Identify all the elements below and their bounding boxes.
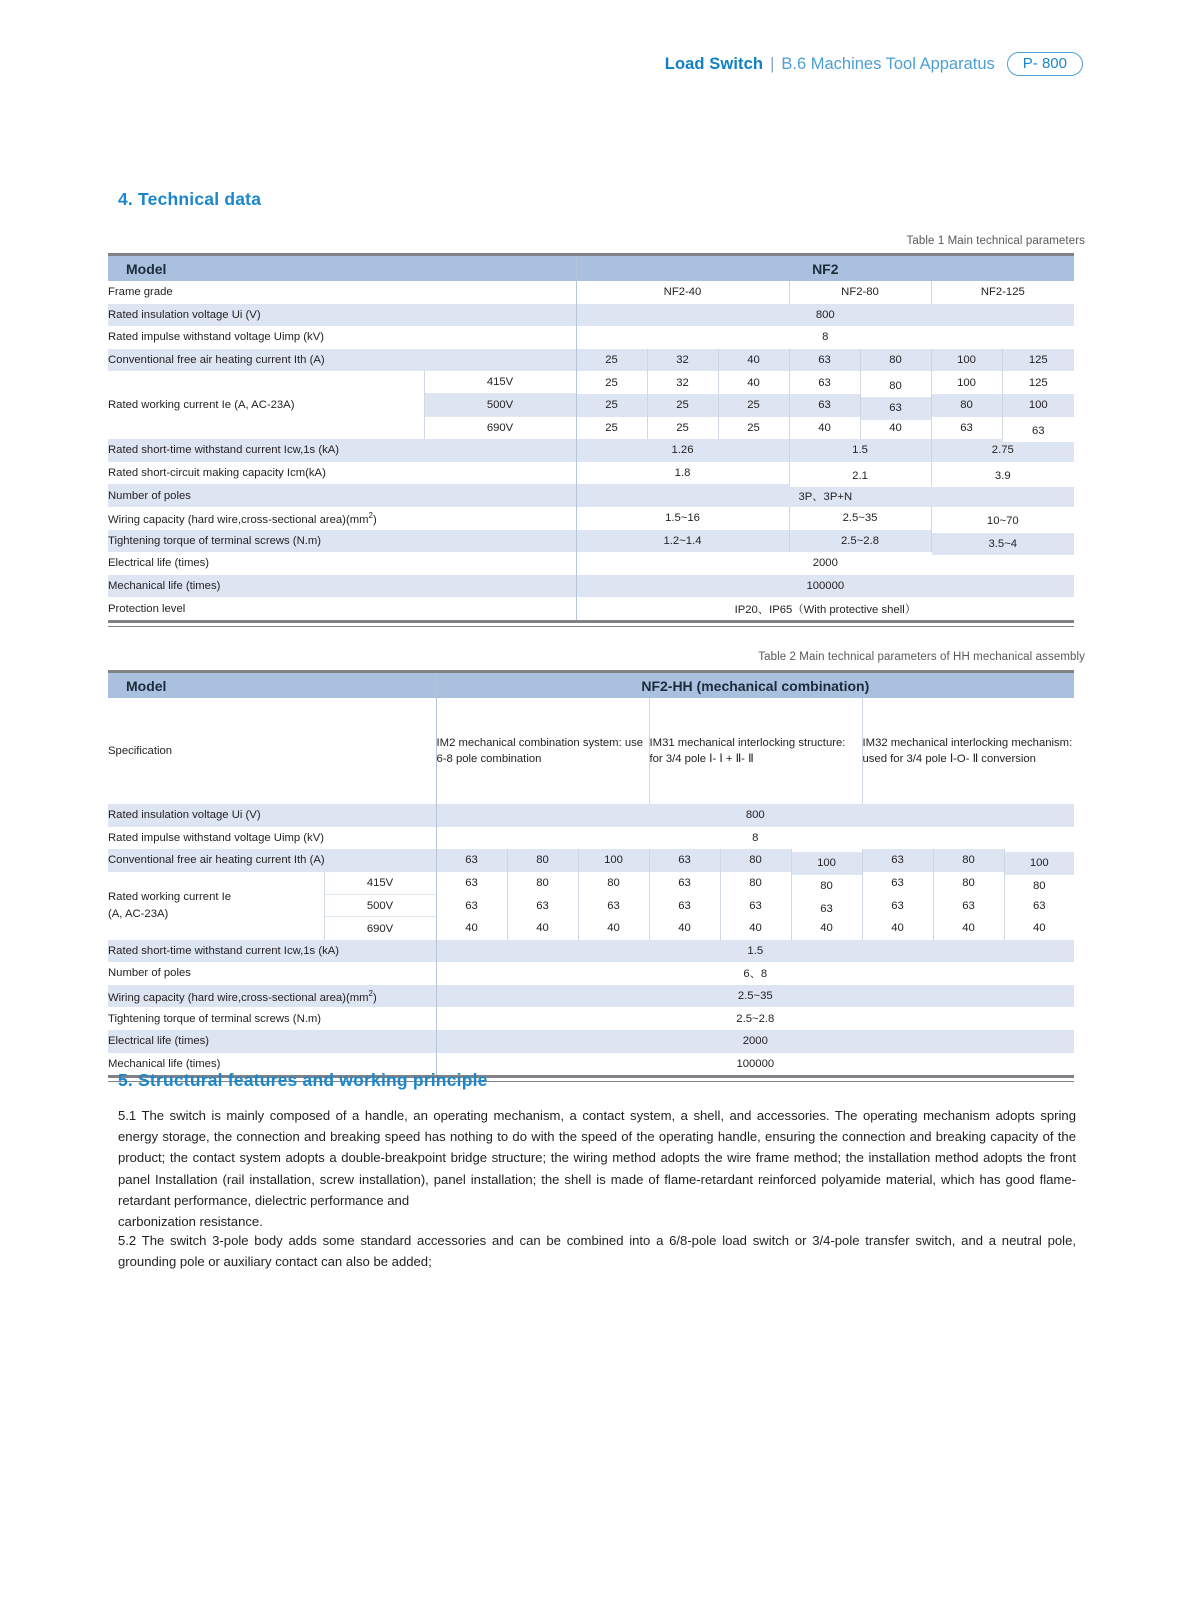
row-label-ie-t2 bbox=[108, 872, 324, 940]
cell-ie500-t2-0: 63 bbox=[436, 894, 507, 917]
cell-frame-grade-0: NF2-40 bbox=[576, 281, 789, 304]
header-title: Load Switch bbox=[664, 54, 764, 73]
table-2-container bbox=[108, 670, 1074, 1082]
row-label-ith-t2: Conventional free air heating current Ith (A) bbox=[108, 849, 436, 872]
paragraph-5-2: 5.2 The switch 3-pole body adds some standard accessories and can be combined into a 6/8-pole load switch or 3/4-pole transfer switch, and a neutral pole, grounding pole or auxiliary contact can also be added; bbox=[118, 1233, 1076, 1270]
cell-ie500-t2-8: 63 bbox=[1004, 894, 1074, 917]
cell-ith-5: 100 bbox=[931, 349, 1002, 372]
row-label-mechanical-life: Mechanical life (times) bbox=[108, 575, 576, 598]
table-row bbox=[108, 484, 1074, 507]
cell-ie500-4: 63 bbox=[860, 397, 931, 420]
row-label-poles: Number of poles bbox=[108, 484, 576, 507]
cell-poles-value: 3P、3P+N bbox=[576, 484, 1074, 507]
sub-label-415v-t2: 415V bbox=[324, 872, 436, 895]
table-row bbox=[108, 575, 1074, 598]
cell-icw-1: 1.5 bbox=[789, 439, 931, 462]
cell-ie415-t2-4: 80 bbox=[720, 872, 791, 895]
cell-ith-t2-6: 63 bbox=[862, 849, 933, 872]
sub-label-500v-t2: 500V bbox=[324, 894, 436, 917]
cell-ie690-t2-3: 40 bbox=[649, 917, 720, 940]
row-label-icw-t2: Rated short-time withstand current Icw,1s (kA) bbox=[108, 940, 436, 963]
wiring-label-part-b-t2: ) bbox=[372, 991, 377, 1004]
cell-ie415-t2-3: 63 bbox=[649, 872, 720, 895]
cell-ith-t2-0: 63 bbox=[436, 849, 507, 872]
row-label-wiring-t2 bbox=[108, 985, 436, 1008]
cell-ui-value-t2: 800 bbox=[436, 804, 1074, 827]
row-label-torque-t2: Tightening torque of terminal screws (N.m) bbox=[108, 1007, 436, 1030]
cell-uimp-value-t2: 8 bbox=[436, 827, 1074, 850]
sub-label-690v-t2: 690V bbox=[324, 917, 436, 940]
cell-ie690-1: 25 bbox=[647, 417, 718, 440]
row-label-ui-t2: Rated insulation voltage Ui (V) bbox=[108, 804, 436, 827]
cell-ie500-5: 80 bbox=[931, 394, 1002, 417]
cell-ie500-t2-7: 63 bbox=[933, 894, 1004, 917]
cell-ie690-t2-1: 40 bbox=[507, 917, 578, 940]
cell-torque-0: 1.2~1.4 bbox=[576, 530, 789, 553]
cell-spec-im31: IM31 mechanical interlocking structure: for 3/4 pole Ⅰ- Ⅰ + Ⅱ- Ⅱ bbox=[649, 698, 862, 804]
row-label-uimp-t2: Rated impulse withstand voltage Uimp (kV) bbox=[108, 827, 436, 850]
table-1 bbox=[108, 256, 1074, 620]
cell-ie690-t2-6: 40 bbox=[862, 917, 933, 940]
table-row bbox=[108, 281, 1074, 304]
table-row bbox=[108, 827, 1074, 850]
cell-icw-t2: 1.5 bbox=[436, 940, 1074, 963]
cell-ie690-t2-4: 40 bbox=[720, 917, 791, 940]
cell-mechanical-life: 100000 bbox=[576, 575, 1074, 598]
row-label-electrical-life: Electrical life (times) bbox=[108, 552, 576, 575]
table-row bbox=[108, 462, 1074, 485]
table-row bbox=[108, 530, 1074, 553]
cell-torque-2: 3.5~4 bbox=[931, 533, 1074, 556]
row-label-ui: Rated insulation voltage Ui (V) bbox=[108, 304, 576, 327]
paragraph-5-1 bbox=[118, 1105, 1076, 1232]
wiring-label-part-a-t2: Wiring capacity (hard wire,cross-sectional area)(mm bbox=[108, 991, 369, 1004]
cell-ith-t2-4: 80 bbox=[720, 849, 791, 872]
sub-label-415v: 415V bbox=[424, 371, 576, 394]
cell-icm-1: 2.1 bbox=[789, 465, 931, 488]
cell-ith-1: 32 bbox=[647, 349, 718, 372]
cell-ie690-6: 63 bbox=[1002, 420, 1074, 443]
cell-uimp-value: 8 bbox=[576, 326, 1074, 349]
table-2-model-label: Model bbox=[108, 673, 436, 698]
row-label-wiring bbox=[108, 507, 576, 530]
row-label-icm: Rated short-circuit making capacity Icm(kA) bbox=[108, 462, 576, 485]
row-label-ith: Conventional free air heating current Ith (A) bbox=[108, 349, 576, 372]
cell-torque-1: 2.5~2.8 bbox=[789, 530, 931, 553]
cell-ie500-6: 100 bbox=[1002, 394, 1074, 417]
paragraph-5-1-tail: carbonization resistance. bbox=[118, 1214, 263, 1230]
cell-spec-im2: IM2 mechanical combination system: use 6-8 pole combination bbox=[436, 698, 649, 804]
cell-ie690-2: 25 bbox=[718, 417, 789, 440]
table-row bbox=[108, 326, 1074, 349]
row-label-icw: Rated short-time withstand current Icw,1s (kA) bbox=[108, 439, 576, 462]
cell-electrical-life-t2: 2000 bbox=[436, 1030, 1074, 1053]
page-running-header bbox=[665, 52, 1083, 76]
table-2-model-value: NF2-HH (mechanical combination) bbox=[436, 673, 1074, 698]
cell-ith-t2-8: 100 bbox=[1004, 852, 1074, 875]
sub-label-500v: 500V bbox=[424, 394, 576, 417]
table-row bbox=[108, 1030, 1074, 1053]
cell-wiring-t2: 2.5~35 bbox=[436, 985, 1074, 1008]
table-1-model-label: Model bbox=[108, 256, 576, 281]
cell-mechanical-life-t2: 100000 bbox=[436, 1053, 1074, 1076]
cell-ie500-t2-3: 63 bbox=[649, 894, 720, 917]
cell-ie415-5: 100 bbox=[931, 371, 1002, 394]
cell-ie415-t2-1: 80 bbox=[507, 872, 578, 895]
cell-wiring-2: 10~70 bbox=[931, 510, 1074, 533]
table-row bbox=[108, 552, 1074, 575]
cell-protection: IP20、IP65（With protective shell） bbox=[576, 597, 1074, 620]
page-number-badge: P- 800 bbox=[1007, 52, 1083, 76]
cell-ie415-1: 32 bbox=[647, 371, 718, 394]
cell-ie690-t2-8: 40 bbox=[1004, 917, 1074, 940]
row-label-frame-grade: Frame grade bbox=[108, 281, 576, 304]
cell-ie500-2: 25 bbox=[718, 394, 789, 417]
cell-ie500-t2-5: 63 bbox=[791, 897, 862, 920]
cell-ie500-0: 25 bbox=[576, 394, 647, 417]
cell-ie690-0: 25 bbox=[576, 417, 647, 440]
cell-electrical-life: 2000 bbox=[576, 552, 1074, 575]
header-subtitle: B.6 Machines Tool Apparatus bbox=[781, 54, 995, 73]
table-row bbox=[108, 371, 1074, 394]
cell-ie500-1: 25 bbox=[647, 394, 718, 417]
table-1-bottom-rule bbox=[108, 620, 1074, 623]
cell-ie690-5: 63 bbox=[931, 417, 1002, 440]
cell-ie415-t2-2: 80 bbox=[578, 872, 649, 895]
wiring-label-part-a: Wiring capacity (hard wire,cross-sectional area)(mm bbox=[108, 513, 369, 526]
table-2-caption: Table 2 Main technical parameters of HH mechanical assembly bbox=[758, 651, 1085, 663]
cell-ith-t2-5: 100 bbox=[791, 852, 862, 875]
cell-ie500-t2-2: 63 bbox=[578, 894, 649, 917]
table-row bbox=[108, 804, 1074, 827]
cell-ie415-t2-0: 63 bbox=[436, 872, 507, 895]
header-separator: | bbox=[770, 54, 775, 73]
row-label-protection: Protection level bbox=[108, 597, 576, 620]
table-row bbox=[108, 962, 1074, 985]
table-1-caption: Table 1 Main technical parameters bbox=[906, 235, 1085, 247]
cell-ith-t2-7: 80 bbox=[933, 849, 1004, 872]
table-row bbox=[108, 872, 1074, 895]
table-row bbox=[108, 507, 1074, 530]
cell-ie500-3: 63 bbox=[789, 394, 860, 417]
cell-frame-grade-1: NF2-80 bbox=[789, 281, 931, 304]
cell-ith-0: 25 bbox=[576, 349, 647, 372]
wiring-label-part-b: ) bbox=[372, 513, 377, 526]
cell-wiring-0: 1.5~16 bbox=[576, 507, 789, 530]
cell-ie415-0: 25 bbox=[576, 371, 647, 394]
table-1-model-value: NF2 bbox=[576, 256, 1074, 281]
row-label-specification: Specification bbox=[108, 698, 436, 804]
cell-spec-im32: IM32 mechanical interlocking mechanism: used for 3/4 pole Ⅰ-O- Ⅱ conversion bbox=[862, 698, 1074, 804]
table-row bbox=[108, 304, 1074, 327]
cell-ie415-t2-7: 80 bbox=[933, 872, 1004, 895]
cell-ith-t2-1: 80 bbox=[507, 849, 578, 872]
row-label-poles-t2: Number of poles bbox=[108, 962, 436, 985]
ie-label-line-1: Rated working current Ie bbox=[108, 891, 232, 904]
table-row bbox=[108, 439, 1074, 462]
cell-ie690-4: 40 bbox=[860, 417, 931, 440]
table-2 bbox=[108, 673, 1074, 1075]
table-row bbox=[108, 597, 1074, 620]
cell-ith-t2-2: 100 bbox=[578, 849, 649, 872]
paragraph-5-1-main: 5.1 The switch is mainly composed of a handle, an operating mechanism, a contact system, a shell, and accessories. The operating mechanism adopts spring energy storage, the connection and breaking speed has nothing to do with the speed of the operating handle, ensuring the connection and breaking capacity of the product; the contact system adopts a double-breakpoint bridge structure; the wiring method adopts the wire frame method; the installation method adopts the front panel Installation (rail installation, screw installation), panel installation; the shell is made of flame-retardant reinforced polyamide material, which has good flame-retardant performance, dielectric performance and bbox=[118, 1108, 1076, 1208]
wiring-label-superscript: 2 bbox=[368, 510, 373, 520]
cell-ie500-t2-4: 63 bbox=[720, 894, 791, 917]
table-row bbox=[108, 849, 1074, 872]
cell-icm-2: 3.9 bbox=[931, 465, 1074, 488]
sub-label-690v: 690V bbox=[424, 417, 576, 440]
cell-wiring-1: 2.5~35 bbox=[789, 507, 931, 530]
table-row bbox=[108, 698, 1074, 804]
cell-torque-t2: 2.5~2.8 bbox=[436, 1007, 1074, 1030]
row-label-torque: Tightening torque of terminal screws (N.m) bbox=[108, 530, 576, 553]
cell-ith-t2-3: 63 bbox=[649, 849, 720, 872]
cell-icw-2: 2.75 bbox=[931, 439, 1074, 462]
section-5-heading: 5. Structural features and working principle bbox=[118, 1070, 488, 1090]
row-label-mechanical-life-t2: Mechanical life (times) bbox=[108, 1053, 436, 1076]
cell-frame-grade-2: NF2-125 bbox=[931, 281, 1074, 304]
table-row bbox=[108, 1007, 1074, 1030]
table-1-container bbox=[108, 253, 1074, 627]
cell-ie415-3: 63 bbox=[789, 371, 860, 394]
cell-ie415-2: 40 bbox=[718, 371, 789, 394]
table-1-header-row bbox=[108, 256, 1074, 281]
table-row bbox=[108, 940, 1074, 963]
table-1-bottom-rule-thin bbox=[108, 626, 1074, 627]
cell-ie415-t2-8: 80 bbox=[1004, 875, 1074, 898]
cell-ie690-t2-2: 40 bbox=[578, 917, 649, 940]
cell-ie690-t2-0: 40 bbox=[436, 917, 507, 940]
ie-label-line-2: (A, AC-23A) bbox=[108, 907, 169, 920]
cell-ie690-3: 40 bbox=[789, 417, 860, 440]
cell-ie415-t2-5: 80 bbox=[791, 875, 862, 898]
cell-ith-3: 63 bbox=[789, 349, 860, 372]
wiring-label-superscript-t2: 2 bbox=[368, 988, 373, 998]
table-row bbox=[108, 349, 1074, 372]
cell-ie500-t2-6: 63 bbox=[862, 894, 933, 917]
cell-ith-2: 40 bbox=[718, 349, 789, 372]
cell-ith-4: 80 bbox=[860, 349, 931, 372]
row-label-electrical-life-t2: Electrical life (times) bbox=[108, 1030, 436, 1053]
cell-ui-value: 800 bbox=[576, 304, 1074, 327]
cell-poles-t2: 6、8 bbox=[436, 962, 1074, 985]
section-4-heading: 4. Technical data bbox=[118, 189, 262, 209]
cell-icw-0: 1.26 bbox=[576, 439, 789, 462]
cell-ie690-t2-7: 40 bbox=[933, 917, 1004, 940]
table-2-header-row bbox=[108, 673, 1074, 698]
cell-ith-6: 125 bbox=[1002, 349, 1074, 372]
row-label-uimp: Rated impulse withstand voltage Uimp (kV) bbox=[108, 326, 576, 349]
table-row bbox=[108, 985, 1074, 1008]
cell-ie500-t2-1: 63 bbox=[507, 894, 578, 917]
cell-ie415-4: 80 bbox=[860, 374, 931, 397]
row-label-ie: Rated working current Ie (A, AC-23A) bbox=[108, 371, 424, 439]
cell-ie690-t2-5: 40 bbox=[791, 917, 862, 940]
cell-ie415-t2-6: 63 bbox=[862, 872, 933, 895]
cell-icm-0: 1.8 bbox=[576, 462, 789, 485]
cell-ie415-6: 125 bbox=[1002, 371, 1074, 394]
